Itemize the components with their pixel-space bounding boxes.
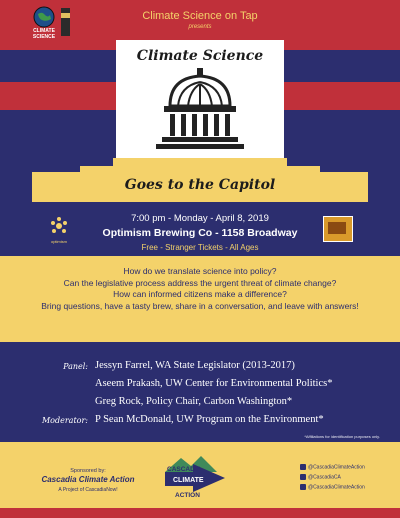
- question-line: How do we translate science into policy?: [123, 266, 277, 276]
- sponsor-name: Cascadia Climate Action: [41, 475, 135, 484]
- event-title: Climate Science: [136, 48, 264, 64]
- capitol-dome-icon: [148, 66, 252, 150]
- logo-text-climate: CLIMATE: [173, 477, 204, 484]
- panelist-name: Greg Rock, Policy Chair, Carbon Washington*: [95, 396, 293, 407]
- affiliation-note: *Affiliations for identification purposes only.: [304, 434, 380, 439]
- event-subtitle: Goes to the Capitol: [124, 177, 276, 193]
- panel-row: [0, 396, 400, 410]
- cascadia-climate-action-logo: [163, 452, 243, 500]
- top-logo-lettering: CLIMATE SCIENCE: [32, 28, 56, 40]
- facebook-icon: [300, 464, 306, 470]
- instagram-icon: [300, 484, 306, 490]
- panel-row: [0, 378, 400, 392]
- logo-text-cascadia: CASCADIA: [167, 466, 202, 473]
- panel-label: Panel:: [63, 362, 88, 371]
- moderator-label: Moderator:: [41, 416, 88, 425]
- sponsored-by-label: Sponsored by:: [70, 468, 106, 474]
- logo-text-action: ACTION: [175, 492, 200, 499]
- panelist-name: Aseem Prakash, UW Center for Environmental Politics*: [95, 378, 333, 389]
- social-instagram[interactable]: [300, 484, 400, 490]
- social-handle: @CascadiaClimateAction: [308, 464, 365, 471]
- questions-block: [0, 266, 400, 312]
- moderator-name: P Sean McDonald, UW Program on the Environment*: [95, 414, 324, 425]
- bottom-red-band: [0, 508, 400, 518]
- moderator-row: [0, 414, 400, 428]
- social-handle: @CascadiaCA: [308, 474, 341, 481]
- question-line: How can informed citizens make a difference?: [113, 289, 287, 299]
- social-twitter[interactable]: [300, 474, 400, 480]
- question-line: Bring questions, have a tasty brew, share in a conversation, and leave with answers!: [41, 300, 359, 311]
- presents-text: presents: [188, 24, 212, 30]
- social-handle: @CascadiaClimateAction: [308, 484, 365, 491]
- event-venue: Optimism Brewing Co - 1158 Broadway: [102, 227, 298, 239]
- question-line: Can the legislative process address the urgent threat of climate change?: [63, 277, 337, 288]
- twitter-icon: [300, 474, 306, 480]
- venue-photo-detail: [328, 222, 346, 234]
- event-price: Free - Stranger Tickets - All Ages: [141, 243, 259, 252]
- event-time: 7:00 pm - Monday - April 8, 2019: [131, 213, 269, 224]
- panelist-name: Jessyn Farrel, WA State Legislator (2013-2017): [95, 360, 295, 371]
- optimism-logo-text: optimism: [50, 239, 67, 244]
- series-title: Climate Science on Tap: [142, 10, 258, 22]
- panel-row: [0, 360, 400, 374]
- social-facebook[interactable]: [300, 464, 400, 470]
- sponsor-project: A Project of CascadiaNow!: [58, 487, 118, 493]
- step-1: [113, 158, 287, 166]
